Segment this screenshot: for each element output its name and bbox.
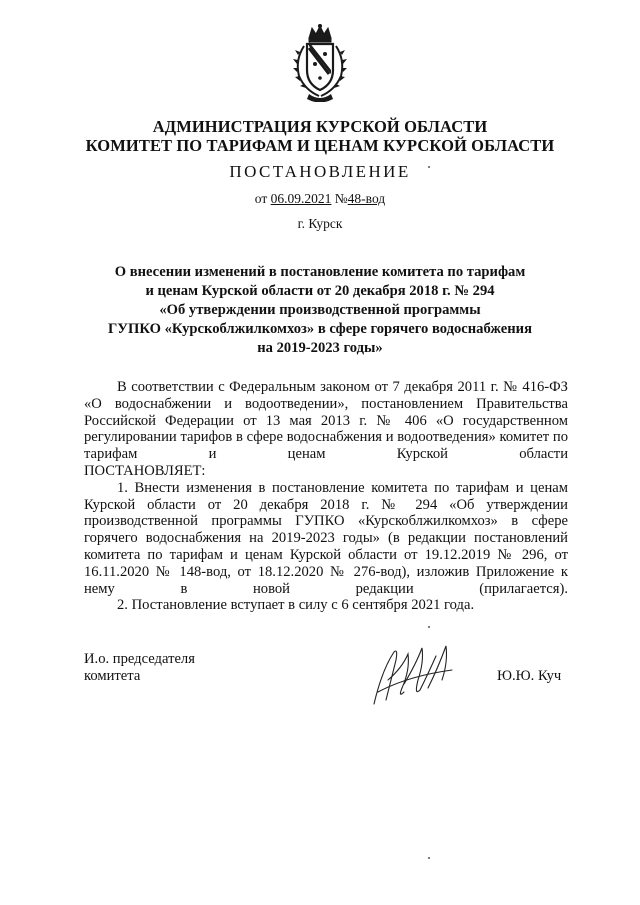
document-date-number (0, 191, 640, 207)
org-name-line-2: КОМИТЕТ ПО ТАРИФАМ И ЦЕНАМ КУРСКОЙ ОБЛАСТИ (85, 136, 555, 155)
document-body (84, 379, 568, 614)
document-number: 48-вод (347, 191, 386, 206)
heading-line-5: на 2019-2023 годы» (257, 340, 383, 356)
handwritten-signature-icon (368, 640, 468, 710)
heading-line-3: «Об утверждении производственной программы (159, 302, 481, 318)
city: г. Курск (297, 216, 343, 231)
date-prefix: от (254, 191, 268, 206)
signatory-position-line-1: И.о. председателя (84, 651, 195, 667)
kursk-coat-of-arms-icon (287, 24, 353, 102)
document-date: 06.09.2021 (270, 191, 332, 206)
heading-line-2: и ценам Курской области от 20 декабря 2018 г. № 294 (145, 283, 495, 299)
document-type: ПОСТАНОВЛЕНИЕ (229, 162, 411, 181)
item-2-paragraph: 2. Постановление вступает в силу с 6 сентября 2021 года. (117, 597, 475, 614)
heading-line-4: ГУПКО «Курскоблжилкомхоз» в сфере горячего водоснабжения (108, 321, 532, 337)
item-1-paragraph: 1. Внести изменения в постановление комитета по тарифам и ценам Курской области от 20 декабря 2018 г. № 294 «Об утверждении производственной программы ГУПКО «Курскоблжилкомхоз» в сфере горячего водоснабжения на 2019-2023 годы» (в редакции постановлений комитета по тарифам и ценам Курской области от 19.12.2019 № 296, от 16.11.2020 № 148-вод, от 18.12.2020 № 276-вод), изложив Приложение к нему в новой редакции (прилагается). (84, 479, 568, 597)
scan-speck (428, 166, 430, 168)
number-prefix: № (334, 191, 348, 206)
resolves-line: ПОСТАНОВЛЯЕТ: (84, 462, 206, 479)
heading-line-1: О внесении изменений в постановление комитета по тарифам (114, 264, 526, 280)
scan-speck (428, 626, 430, 628)
scan-speck (428, 857, 430, 859)
signatory-position-line-2: комитета (84, 668, 141, 684)
org-name-line-1: АДМИНИСТРАЦИЯ КУРСКОЙ ОБЛАСТИ (152, 117, 488, 136)
signatory-name: Ю.Ю. Куч (497, 668, 562, 684)
intro-paragraph: В соответствии с Федеральным законом от 7 декабря 2011 г. № 416-ФЗ «О водоснабжении и водоотведении», постановлением Правительства Российской Федерации от 13 мая 2013 г. № 406 «О государственном регулировании тарифов в сфере водоснабжения и водоотведения» комитет по тарифам и ценам Курской области (84, 379, 568, 463)
